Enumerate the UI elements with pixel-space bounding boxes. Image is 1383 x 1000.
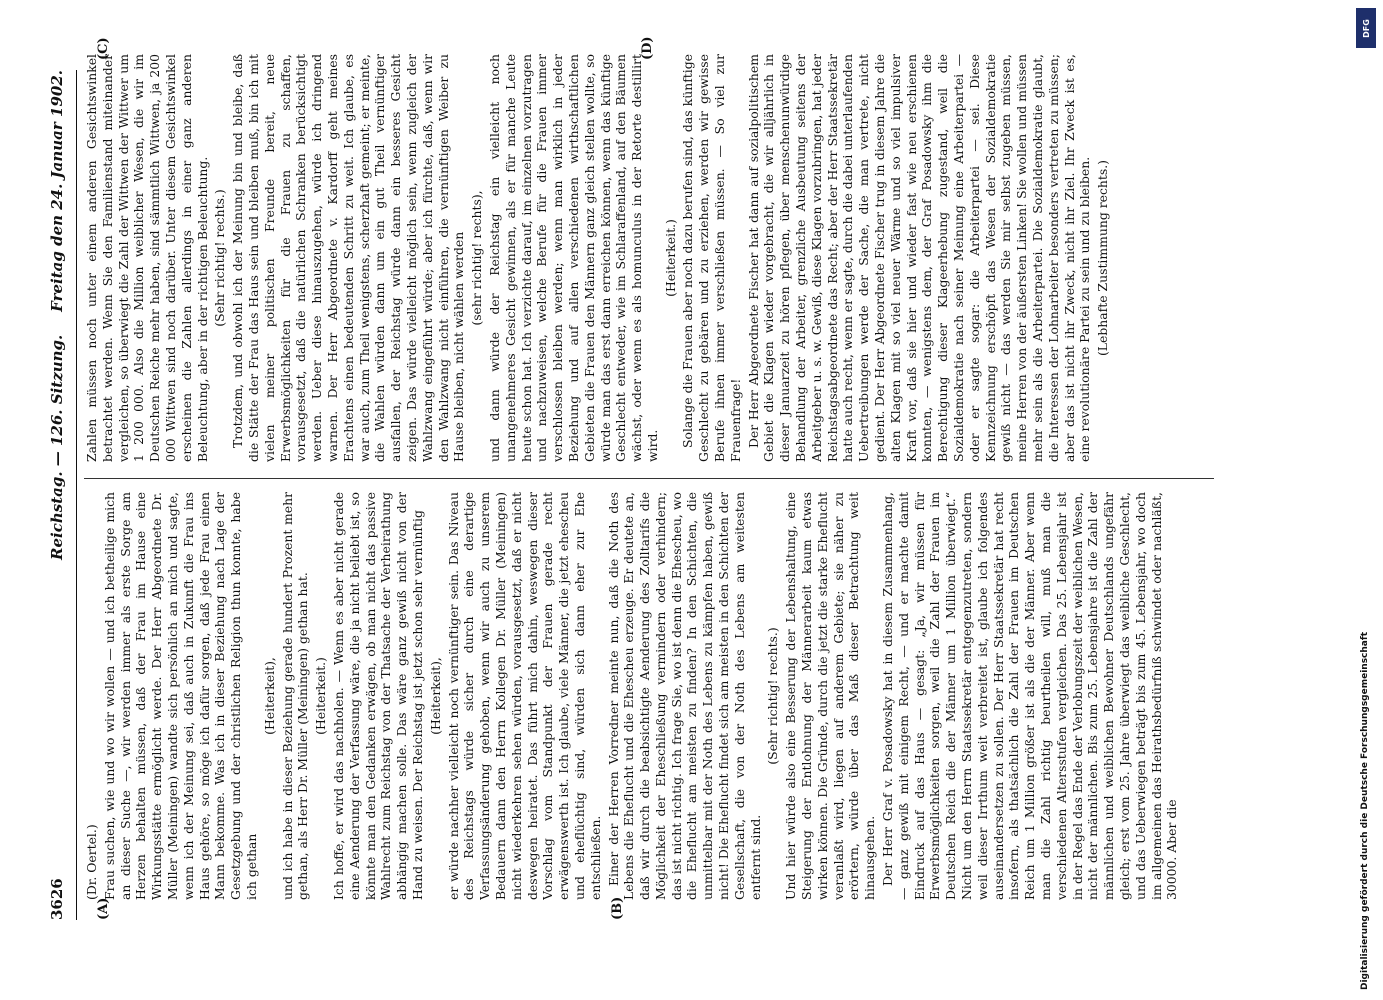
paragraph: Der Herr Graf v. Posadowsky hat in diesem Zusammenhang, — ganz gewiß mit einigem Recht, — und er machte damit Eindruck auf das Haus — gesagt: „Ja, wir müssen für Erwerbsmöglichkeiten sorgen, weil die Zahl der Frauen im Deutschen Reich die der Männer um 1 Million überwiegt.“ Nicht um den Herrn Staatssekretär entgegenzutreten, sondern weil dieser Irrthum weit verbreitet ist, glaube ich folgendes auseinandersetzen zu sollen. Der Herr Staatssekretär hat recht insofern, als thatsächlich die Zahl der Frauen im Deutschen Reich um 1 Million größer ist als die der Männer. Aber wenn man die Zahl richtig beurtheilen will, muß man die verschiedenen Altersstufen vergleichen. Das 25. Lebensjahr ist in der Regel das Ende der Verlobungszeit der weiblichen Wesen, nicht der männlichen. Bis zum 25. Lebensjahre ist die Zahl der männlichen und weiblichen Bewohner Deutschlands ungefähr gleich; erst vom 25. Jahre überwiegt das weibliche Geschlecht, und das Ueberwiegen beträgt bis zum 45. Lebensjahr, wo doch im allgemeinen das Heirathsbedürfniß schwindet oder nachläßt, 30000. Aber die: [880, 492, 1180, 900]
paragraph: er würde nachher vielleicht noch vernünftiger sein. Das Niveau des Reichstags würde sicher durch eine derartige Verfassungsänderung gehoben, wenn wir auch zu unserem Bedauern dann den Herrn Kollegen Dr. Müller (Meiningen) nicht wiederkehren sehen würden, vorausgesetzt, daß er nicht deswegen heiratet. Das führt mich dahin, weswegen dieser Vorschlag vom Standpunkt der Frauen gerade recht erwägenswerth ist. Ich glaube, viele Männer, die jetzt ehescheu und eheflüchtig sind, würden sich dann eher zur Ehe entschließen.: [445, 492, 603, 900]
interjection: (Heiterkeit),: [427, 657, 443, 735]
paragraph: Ich hoffe, er wird das nachholen. — Wenn es aber nicht gerade eine Aenderung der Verfassung wäre, die ja nicht beliebt ist, so könnte man den Gedanken erwägen, ob man nicht das passive Wahlrecht zum Reichstag von der Thatsache der Verheirathung abhängig machen solle. Das wäre ganz gewiß nicht von der Hand zu weisen. Der Reichstag ist jetzt schon sehr vernünftig: [330, 492, 425, 900]
interjection: (Heiterkeit.): [313, 657, 329, 735]
interjection: (Sehr richtig! rechts.): [765, 627, 781, 765]
margin-letter-c: (C): [96, 37, 111, 60]
page-number: 3626: [48, 878, 66, 920]
column-divider: [84, 478, 1214, 479]
paragraph: Der Herr Abgeordnete Fischer hat dann auf sozialpolitischem Gebiet die Klagen wieder vorgebracht, die wir alljährlich in dieser Januarzeit zu hören pflegen, über menschenunwürdige Behandlung der Arbeiter, grenzliche Ausbeutung seitens der Arbeitgeber u. s. w. Gewiß, diese Klagen vorzubringen, hat jeder Reichstagsabgeordnete das Recht; aber der Herr Staatssekretär hatte auch recht, wenn er sagte, durch die dabei unterlaufenden Uebertreibungen werde der Sache, die man vertrete, nicht gedient. Der Herr Abgeordnete Fischer trug in diesem Jahre die alten Klagen mit so viel neuer Wärme und so viel impulsiver Kraft vor, daß sie hier und wieder fast wie neu erschienen konnten, — wenigstens dem, der Graf Posadowsky ihm die Berechtigung dieser Klageerhebung zugestand, weil die Sozialdemokratie nach seiner Meinung eine Arbeiterpartei — oder er sagte sogar: die Arbeiterpartei — sei. Diese Kennzeichnung erschöpft das Wesen der Sozialdemokratie gewiß nicht — das werden Sie mir selbst zugeben müssen, meine Herren von der äußersten Linken! Sie wollen und müssen mehr sein als die Arbeiterpartei. Die Sozialdemokratie glaubt, die Interessen der Lohnarbeiter besonders vertreten zu müssen; aber das ist nicht ihr Zweck, nicht ihr Ziel. Ihr Zweck ist es, eine revolutionäre Partei zu sein und zu bleiben.: [745, 54, 1093, 462]
margin-letter-b: (B): [610, 896, 625, 920]
interjection: (Lebhafte Zustimmung rechts.): [1095, 159, 1111, 357]
paragraph: Zahlen müssen noch unter einem anderen Gesichtswinkel betrachtet werden. Wenn Sie den Familienstand miteinander vergleichen, so überwiegt die Zahl der Wittwen der Wittwer um 1 200 000. Also die Million weiblicher Wesen, die wir im Deutschen Reiche mehr haben, sind sämmtlich Wittwen, ja 200 000 Wittwen sind noch darüber. Unter diesem Gesichtswinkel erscheinen die Zahlen allerdings in einer ganz anderen Beleuchtung, aber in der richtigen Beleuchtung.: [84, 54, 210, 462]
paragraph: Solange die Frauen aber noch dazu berufen sind, das künftige Geschlecht zu gebären und zu erziehen, werden wir gewisse Berufe ihnen immer verschließen müssen. — So viel zur Frauenfrage!: [680, 54, 743, 462]
dfg-logo: [1356, 8, 1376, 48]
right-column: [84, 54, 1214, 462]
paragraph: Trotzdem, und obwohl ich der Meinung bin und bleibe, daß die Stätte der Frau das Haus sein und bleiben muß, bin ich mit vielen meiner politischen Freunde bereit, neue Erwerbsmöglichkeiten für die Frauen zu schaffen, vorausgesetzt, daß die natürlichen Schranken berücksichtigt werden. Ueber diese hinauszugehen, würde ich dringend warnen. Der Herr Abgeordnete v. Kardorff geht meines Erachtens einen bedeutenden Schritt zu weit. Ich glaube, es war auch, zum Theil wenigstens, scherzhaft gemeint; er meinte, die Wahlen würden dann um ein gut Theil vernünftiger ausfallen, der Reichstag würde dann ein besseres Gesicht zeigen. Das würde vielleicht möglich sein, wenn zugleich der Wahlzwang eingeführt würde; aber ich fürchte, daß, wenn wir den Wahlzwang nicht einführen, die vernünftigen Weiber zu Hause bleiben, nicht wählen werden: [230, 54, 467, 462]
session-title: Reichstag. — 126. Sitzung.: [48, 334, 66, 560]
interjection: (Sehr richtig! rechts.): [212, 189, 228, 327]
paragraph: Frau suchen, wie und wo wir wollen — und ich betheilige mich an dieser Suche —, wir werden immer als erste Sorge am Herzen behalten müssen, daß der Frau im Hause eine Wirkungsstätte ermöglicht werde. Der Herr Abgeordnete Dr. Müller (Meiningen) wandte sich persönlich an mich und sagte, wenn ich der Meinung sei, daß auch in Zukunft die Frau ins Haus gehöre, so möge ich dafür sorgen, daß jede Frau einen Mann bekomme. Was ich in dieser Beziehung nach Lage der Gesetzgebung und der christlichen Religion thun konnte, habe ich gethan: [101, 492, 259, 900]
paragraph: Einer der Herren Vorredner meinte nun, daß die Noth des Lebens die Eheflucht und die Ehescheu erzeuge. Er deutete an, daß wir durch die beabsichtigte Aenderung des Zolltarifs die Möglichkeit der Eheschließung vermindern oder verhindern; das ist nicht richtig. Ich frage Sie, wo ist denn die Ehescheu, wo die Eheflucht am meisten zu finden? In den Schichten, die unmittelbar mit der Noth des Lebens zu kämpfen haben, gewiß nicht! Die Eheflucht findet sich am meisten in den Schichten der Gesellschaft, die von der Noth des Lebens am weitesten entfernt sind.: [605, 492, 763, 900]
digitization-credit-text: Digitalisierung gefördert durch die Deutsche Forschungsgemeinschaft: [1360, 631, 1370, 990]
dfg-logo-text: DFG: [1361, 18, 1371, 38]
paragraph: und ich habe in dieser Beziehung gerade hundert Prozent mehr gethan, als Herr Dr. Müller (Meiningen) gethan hat.: [279, 492, 311, 900]
left-column: [84, 492, 1214, 900]
interjection: (Heiterkeit.): [662, 219, 678, 297]
paragraph: und dann würde der Reichstag ein vielleicht noch unangenehmeres Gesicht gewinnen, als er für manche Leute heute schon hat. Ich verzichte darauf, im einzelnen vorzutragen und nachzuweisen, welche Berufe für die Frauen immer verschlossen bleiben werden; wenn man wirklich in jeder Beziehung und auf allen verschiedenen wirthschaftlichen Gebieten die Frauen den Männern ganz gleich stellen wollte, so würde man das erst dann erreichen können, wenn das künftige Geschlecht entweder, wie im Schlaraffenland, auf den Bäumen wächst, oder wenn es als homunculus in der Retorte destillirt wird.: [486, 54, 660, 462]
margin-letter-a: (A): [96, 897, 111, 920]
session-date: Freitag den 24. Januar 1902.: [48, 70, 66, 312]
paragraph: Und hier würde also eine Besserung der Lebenshaltung, eine Steigerung der Entlohnung der Männerarbeit kaum etwas wirken können. Die Gründe, durch die jetzt die starke Eheflucht veranlaßt wird, liegen auf anderem Gebiete; sie näher zu erörtern, würde über das Maß dieser Betrachtung weit hinausgehen.: [783, 492, 878, 900]
digitization-credit: [1360, 60, 1376, 990]
speaker-line: (Dr. Oertel.): [84, 824, 99, 900]
interjection: (Heiterkeit),: [261, 657, 277, 735]
interjection: (sehr richtig! rechts),: [469, 190, 485, 326]
page-header: [48, 70, 74, 920]
margin-letter-d: (D): [640, 36, 655, 60]
header-rule: [76, 70, 77, 920]
